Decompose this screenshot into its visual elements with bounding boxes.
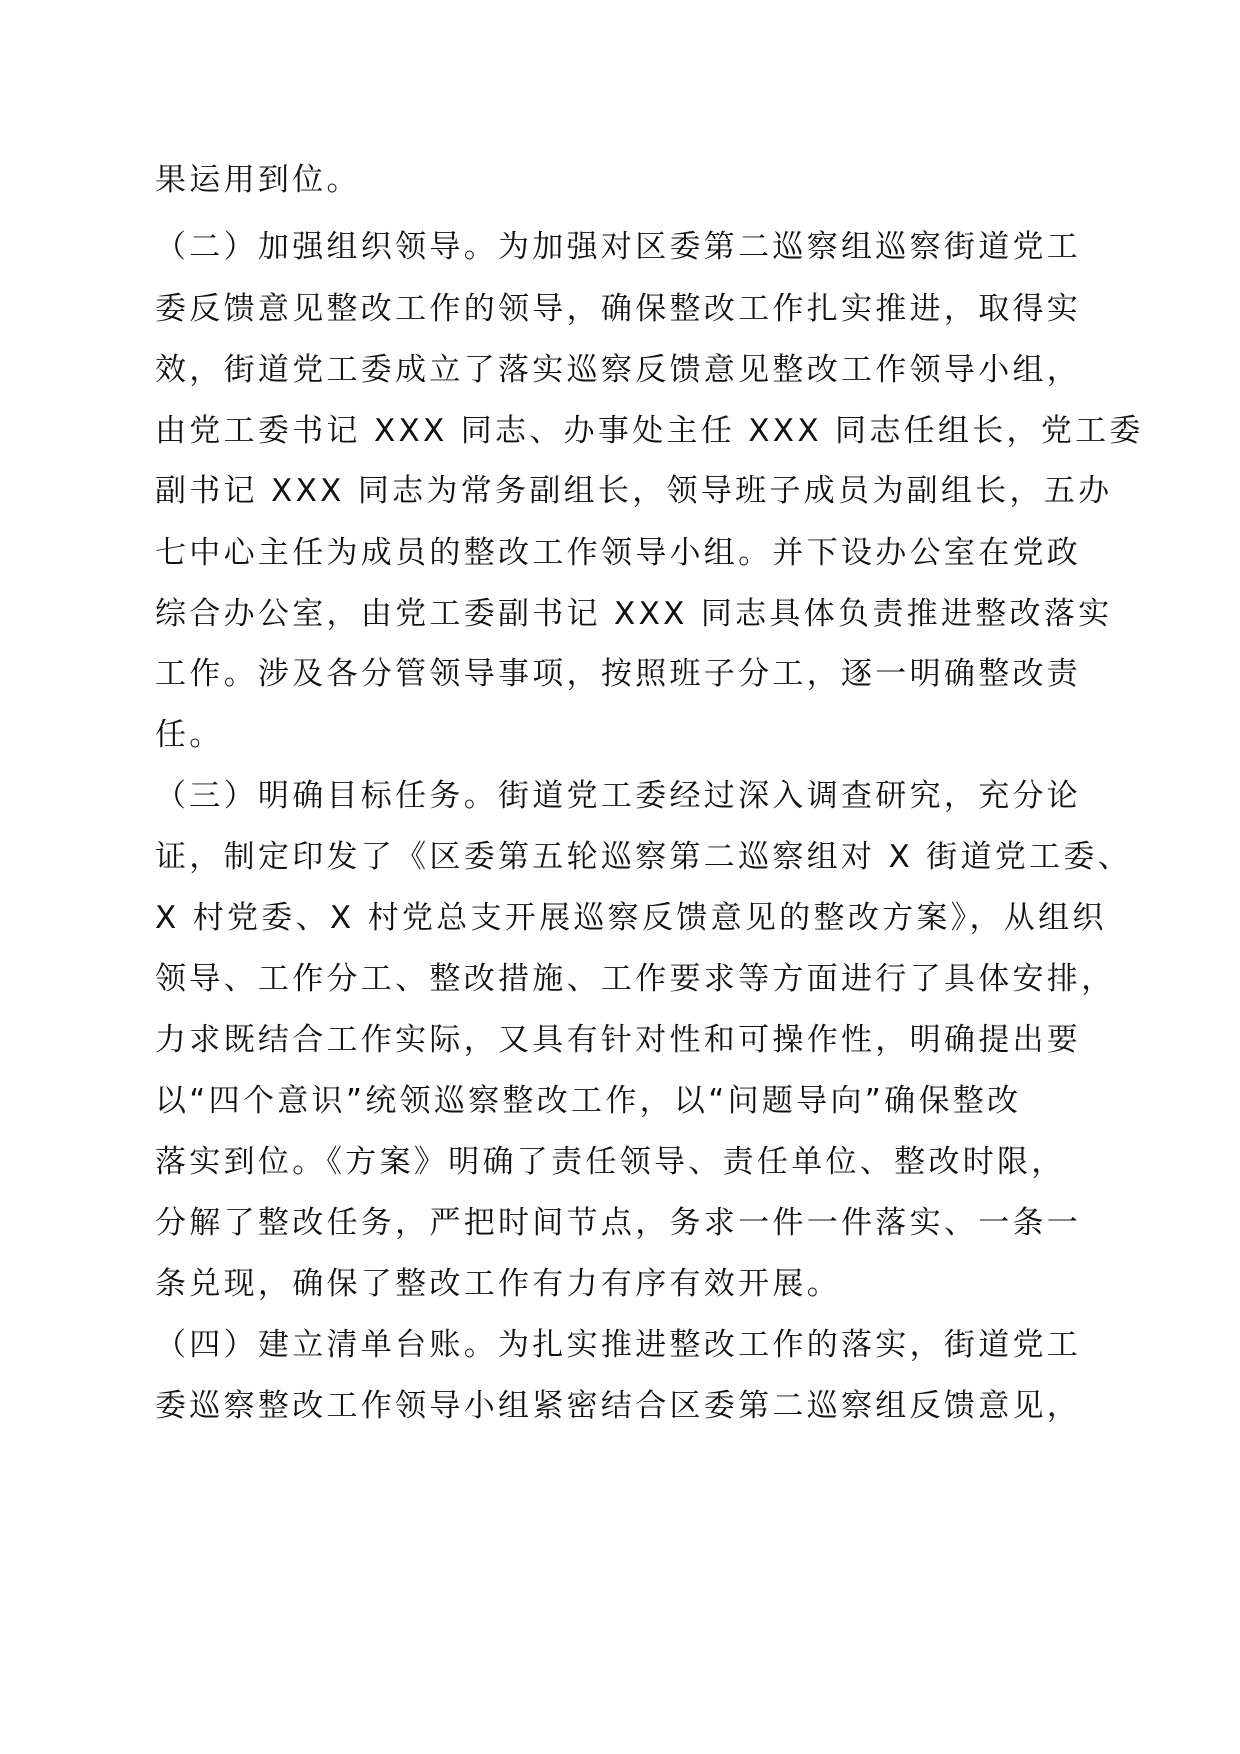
text-line-11: （三）明确目标任务。街道党工委经过深入调查研究，充分论: [155, 778, 1082, 814]
text-line-6: 副书记 XXX 同志为常务副组长，领导班子成员为副组长，五办: [155, 473, 1113, 509]
text-line-16: 以“四个意识”统领巡察整改工作，以“问题导向”确保整改: [155, 1083, 1022, 1119]
text-line-13: X 村党委、X 村党总支开展巡察反馈意见的整改方案》，从组织: [155, 900, 1107, 936]
text-line-7: 七中心主任为成员的整改工作领导小组。并下设办公室在党政: [155, 535, 1082, 571]
text-line-12: 证，制定印发了《区委第五轮巡察第二巡察组对 X 街道党工委、: [155, 839, 1132, 875]
text-line-10: 任。: [155, 717, 224, 753]
text-line-20: （四）建立清单台账。为扎实推进整改工作的落实，街道党工: [155, 1327, 1082, 1363]
text-line-3: 委反馈意见整改工作的领导，确保整改工作扎实推进，取得实: [155, 291, 1082, 327]
text-line-14: 领导、工作分工、整改措施、工作要求等方面进行了具体安排，: [155, 961, 1116, 997]
text-line-9: 工作。涉及各分管领导事项，按照班子分工，逐一明确整改责: [155, 656, 1082, 692]
text-line-19: 条兑现，确保了整改工作有力有序有效开展。: [155, 1266, 841, 1302]
text-line-15: 力求既结合工作实际，又具有针对性和可操作性，明确提出要: [155, 1022, 1082, 1058]
text-line-4: 效，街道党工委成立了落实巡察反馈意见整改工作领导小组，: [155, 352, 1082, 388]
text-line-1: 果运用到位。: [155, 162, 361, 198]
text-line-8: 综合办公室，由党工委副书记 XXX 同志具体负责推进整改落实: [155, 596, 1113, 632]
text-line-17: 落实到位。《方案》明确了责任领导、责任单位、整改时限，: [155, 1144, 1066, 1180]
text-line-2: （二）加强组织领导。为加强对区委第二巡察组巡察街道党工: [155, 229, 1082, 265]
text-line-5: 由党工委书记 XXX 同志、办事处主任 XXX 同志任组长，党工委: [155, 413, 1144, 449]
text-line-21: 委巡察整改工作领导小组紧密结合区委第二巡察组反馈意见，: [155, 1388, 1082, 1424]
text-line-18: 分解了整改任务，严把时间节点，务求一件一件落实、一条一: [155, 1205, 1082, 1241]
